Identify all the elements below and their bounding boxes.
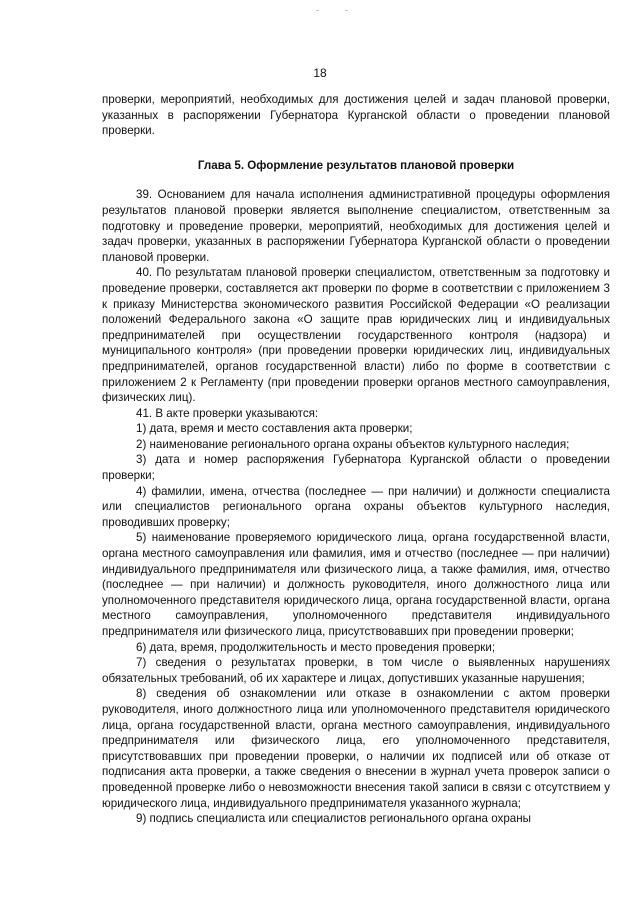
list-item-5: 5) наименование проверяемого юридического лица, органа государственной власти, органа местного самоуправления или фамилия, имя и отчество (последнее — при наличии) индивидуального предпринимателя или физического лица, а также фамилия, имя, отчество (последнее — при наличии) и должность руководителя, иного должностного лица или уполномоченного представителя юридического лица, органа государственной власти, органа местного самоуправления, уполномоченного представителя индивидуального предпринимателя или физического лица, присутствовавших при проведении проверки; [102, 531, 610, 638]
intro-paragraph: проверки, мероприятий, необходимых для достижения целей и задач плановой проверки, указанных в распоряжении Губернатора Курганской области о проведении плановой проверки. [102, 93, 610, 138]
list-item-2: 2) наименование регионального органа охраны объектов культурного наследия; [136, 437, 570, 451]
list-item-9: 9) подпись специалиста или специалистов регионального органа охраны [136, 812, 531, 826]
paragraph-39: 39. Основанием для начала исполнения административной процедуры оформления результатов плановой проверки является выполнение специалистом, ответственным за подготовку и проведение проверки, мероприятий, необходимых для достижения целей и задач проверки, указанных в распоряжении Губернатора Курганской области о проведении плановой проверки. [102, 188, 610, 264]
list-item-6: 6) дата, время, продолжительность и место проведения проверки; [136, 640, 496, 654]
scan-mark [345, 10, 348, 11]
scan-mark [316, 10, 319, 11]
list-item-4: 4) фамилии, имена, отчества (последнее — при наличии) и должности специалиста или специалистов регионального органа охраны объектов культурного наследия, проводивших проверку; [102, 484, 610, 529]
page-number: 18 [313, 66, 327, 80]
list-item-3: 3) дата и номер распоряжения Губернатора Курганской области о проведении проверки; [102, 453, 610, 483]
list-item-7: 7) сведения о результатах проверки, в том числе о выявленных нарушениях обязательных требований, об их характере и лицах, допустивших указанные нарушения; [102, 656, 610, 685]
paragraph-41: 41. В акте проверки указываются: [136, 406, 319, 420]
list-item-1: 1) дата, время и место составления акта проверки; [136, 422, 413, 436]
chapter-title: Глава 5. Оформление результатов плановой проверки [197, 158, 515, 172]
document-body [102, 92, 610, 827]
list-item-8: 8) сведения об ознакомлении или отказе в ознакомлении с актом проверки руководителя, иного должностного лица или уполномоченного представителя юридического лица, органа государственной власти, органа местного самоуправления, индивидуального предпринимателя или физического лица, его уполномоченного представителя, присутствовавших при проведении проверки, о наличии их подписей или об отказе от подписания акта проверки, а также сведения о внесении в журнал учета проверок записи о проведенной проверке либо о невозможности внесения такой записи в связи с отсутствием у юридического лица, индивидуального предпринимателя указанного журнала; [102, 687, 610, 810]
paragraph-40: 40. По результатам плановой проверки специалистом, ответственным за подготовку и проведение проверки, составляется акт проверки по форме в соответствии с приложением 3 к приказу Министерства экономического развития Российской Федерации «О реализации положений Федерального закона «О защите прав юридических лиц и индивидуальных предпринимателей при осуществлении государственного контроля (надзора) и муниципального контроля» (при проведении проверки юридических лиц, индивидуальных предпринимателей, органов государственной власти) либо по форме в соответствии с приложением 2 к Регламенту (при проведении проверки органов местного самоуправления, физических лиц). [102, 266, 610, 405]
